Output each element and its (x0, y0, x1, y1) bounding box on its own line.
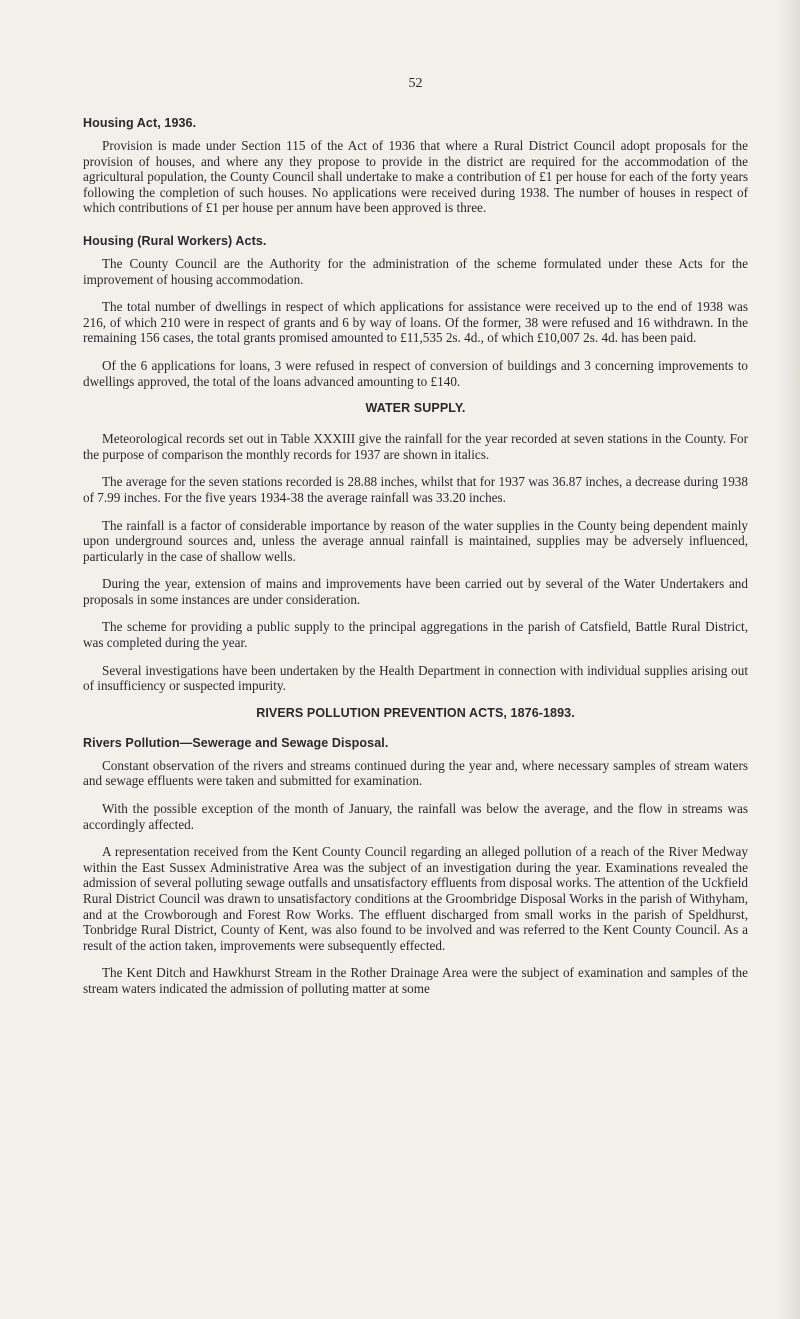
page-number: 52 (408, 76, 423, 91)
section-heading: Housing Act, 1936. (83, 116, 197, 130)
section-rivers-pollution-acts (83, 706, 748, 720)
paragraph: Several investigations have been undertaken by the Health Department in connection with individual supplies arising out of insufficiency or suspected impurity. (83, 662, 748, 694)
paragraph: The Kent Ditch and Hawkhurst Stream in the Rother Drainage Area were the subject of examination and samples of the stream waters indicated the admission of polluting matter at some (83, 965, 748, 996)
section-rivers-pollution-sewerage (83, 736, 748, 997)
section-water-supply (83, 401, 748, 694)
paragraph: Meteorological records set out in Table XXXIII give the rainfall for the year recorded at seven stations in the County. For the purpose of comparison the monthly records for 1937 are shown in italics. (83, 431, 748, 462)
paragraph: The rainfall is a factor of considerable importance by reason of the water supplies in the County being dependent mainly upon underground sources and, unless the average annual rainfall is maintained, supplies may be adversely influenced, particularly in the case of shallow wells. (83, 517, 748, 564)
section-housing-rural-workers (83, 234, 748, 389)
paragraph: With the possible exception of the month of January, the rainfall was below the average, and the flow in streams was accordingly affected. (83, 801, 748, 832)
paragraph: Provision is made under Section 115 of the Act of 1936 that where a Rural District Council adopt proposals for the provision of houses, and where any they propose to provide in the district are required for the accommodation of the agricultural population, the County Council shall undertake to make a contribution of £1 per house for each of the forty years following the completion of such houses. No applications were received during 1938. The number of houses in respect of which contributions of £1 per house per annum have been approved is three. (83, 138, 748, 216)
paragraph: During the year, extension of mains and improvements have been carried out by several of the Water Undertakers and proposals in some instances are under consideration. (83, 576, 748, 607)
paragraph: Of the 6 applications for loans, 3 were refused in respect of conversion of buildings and 3 concerning improvements to dwellings approved, the total of the loans advanced amounting to £140. (83, 357, 748, 389)
paragraph: The scheme for providing a public supply to the principal aggregations in the parish of Catsfield, Battle Rural District, was completed during the year. (83, 619, 748, 651)
section-heading: Housing (Rural Workers) Acts. (83, 233, 267, 248)
section-heading: Rivers Pollution—Sewerage and Sewage Disposal. (83, 735, 389, 750)
paragraph: The total number of dwellings in respect of which applications for assistance were received up to the end of 1938 was 216, of which 210 were in respect of grants and 6 by way of loans. Of the former, 38 were refused and 16 withdrawn. In the remaining 156 cases, the total grants promised amounted to £11,535 2s. 4d., of which £10,007 2s. 4d. has been paid. (83, 299, 748, 346)
page-edge-shadow (778, 0, 800, 1319)
section-heading: RIVERS POLLUTION PREVENTION ACTS, 1876-1893. (256, 705, 575, 720)
paragraph: The average for the seven stations recorded is 28.88 inches, whilst that for 1937 was 36.87 inches, a decrease during 1938 of 7.99 inches. For the five years 1934-38 the average rainfall was 33.20 inches. (83, 474, 748, 505)
paragraph: A representation received from the Kent County Council regarding an alleged pollution of a reach of the River Medway within the East Sussex Administrative Area was the subject of an investigation during the year. Examinations revealed the admission of several polluting sewage outfalls and unsatisfactory effluents from disposal works. The attention of the Uckfield Rural District Council was drawn to unsatisfactory conditions at the Groombridge Disposal Works in the parish of Withyham, and at the Crowborough and Forest Row Works. The effluent discharged from small works in the parish of Speldhurst, Tonbridge Rural District, County of Kent, was also found to be involved and was referred to the Kent County Council. As a result of the action taken, improvements were subsequently effected. (83, 844, 748, 953)
section-housing-act (83, 116, 748, 216)
paragraph: The County Council are the Authority for the administration of the scheme formulated under these Acts for the improvement of housing accommodation. (83, 255, 748, 287)
section-heading: WATER SUPPLY. (365, 401, 466, 416)
paragraph: Constant observation of the rivers and streams continued during the year and, where necessary samples of stream waters and sewage effluents were taken and submitted for examination. (83, 757, 748, 789)
page-content (83, 116, 748, 1009)
